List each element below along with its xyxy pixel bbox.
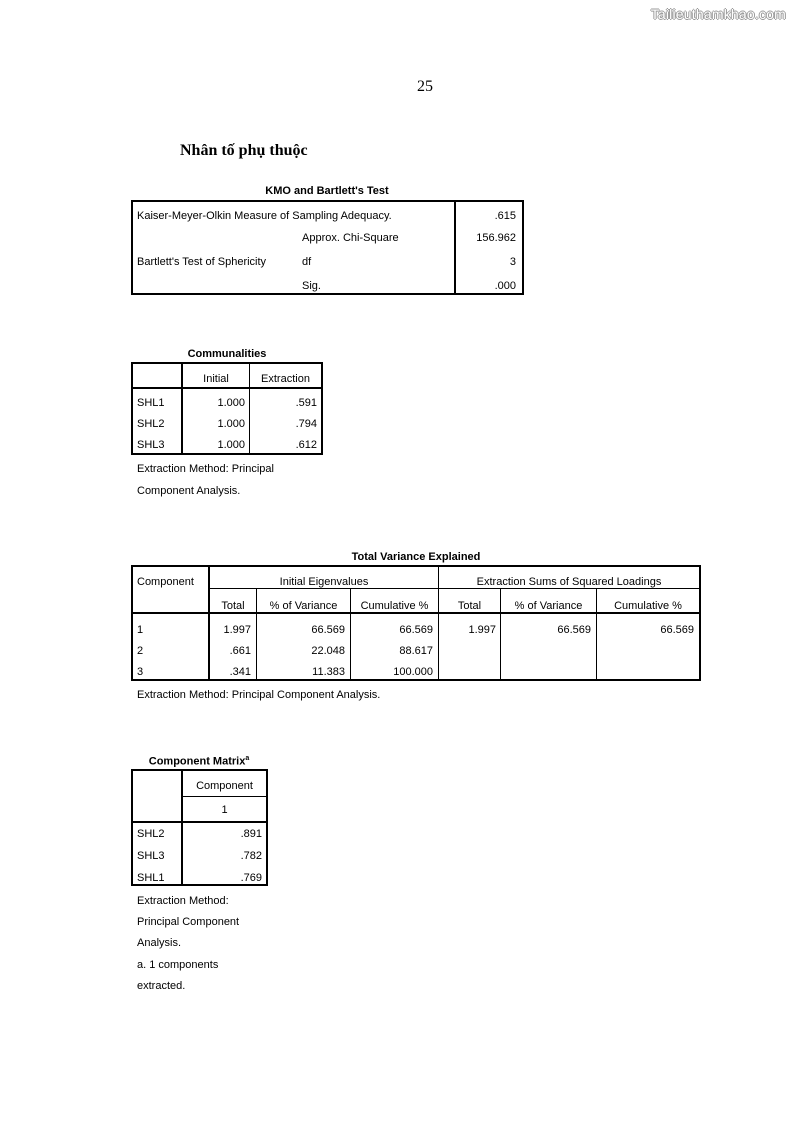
subheader: % of Variance	[514, 600, 583, 612]
header-initial-eigenvalues: Initial Eigenvalues	[279, 576, 369, 588]
bartlett-row-label: Approx. Chi-Square	[302, 232, 399, 244]
row-variable: SHL1	[137, 397, 165, 409]
subheader: Total	[457, 600, 482, 612]
row-extraction: .591	[295, 397, 317, 409]
row-value: .769	[240, 872, 262, 884]
bartlett-row-value: .000	[494, 280, 516, 292]
header-initial: Initial	[203, 373, 229, 385]
kmo-value: .615	[494, 210, 516, 222]
row-component: 2	[137, 645, 144, 657]
row-component: 3	[137, 666, 144, 678]
row-cell: 11.383	[312, 666, 345, 678]
tve-note: Extraction Method: Principal Component Analysis.	[137, 689, 381, 701]
watermark: Tailieuthamkhao.com	[650, 6, 786, 22]
communalities-title: Communalities	[187, 348, 267, 360]
row-component: 1	[137, 624, 144, 636]
row-variable: SHL1	[137, 872, 165, 884]
row-value: .891	[240, 828, 262, 840]
section-heading: Nhân tố phụ thuộc	[180, 142, 308, 159]
header-extraction-sums: Extraction Sums of Squared Loadings	[476, 576, 662, 588]
row-initial: 1.000	[217, 397, 245, 409]
kmo-title: KMO and Bartlett's Test	[265, 185, 389, 197]
row-cell: 66.569	[557, 624, 591, 636]
header-component: Component	[137, 576, 194, 588]
header-component: Component	[196, 780, 253, 792]
subheader: Total	[221, 600, 245, 612]
row-extraction: .794	[295, 418, 317, 430]
row-cell: 88.617	[399, 645, 433, 657]
cm-title	[131, 755, 267, 768]
bartlett-row-label: df	[302, 256, 312, 268]
subheader: Cumulative %	[360, 600, 429, 612]
row-cell: 66.569	[660, 624, 694, 636]
cm-title-text: Component Matrix	[148, 755, 246, 768]
bartlett-row-value: 3	[509, 256, 516, 268]
subheader-1: 1	[221, 804, 228, 816]
row-cell: 1.997	[223, 624, 251, 636]
subheader: Cumulative %	[614, 600, 682, 612]
row-variable: SHL2	[137, 828, 165, 840]
header-extraction: Extraction	[261, 373, 310, 385]
header-rule	[181, 796, 268, 797]
tve-title: Total Variance Explained	[351, 551, 481, 563]
communalities-note: Extraction Method: Principal	[137, 463, 274, 475]
bartlett-row-value: 156.962	[476, 232, 516, 244]
row-initial: 1.000	[217, 439, 245, 451]
page-number: 25	[417, 78, 433, 95]
row-cell: 100.000	[393, 666, 433, 678]
cm-note: Analysis.	[137, 937, 182, 949]
row-cell: .661	[229, 645, 251, 657]
row-cell: 66.569	[399, 624, 433, 636]
row-value: .782	[240, 850, 262, 862]
row-cell: 22.048	[311, 645, 345, 657]
row-initial: 1.000	[217, 418, 245, 430]
row-variable: SHL3	[137, 439, 165, 451]
kmo-label: Kaiser-Meyer-Olkin Measure of Sampling Adequacy.	[137, 210, 392, 222]
header-rule	[131, 821, 268, 823]
cm-note: Extraction Method:	[137, 895, 229, 907]
cm-note: extracted.	[137, 980, 186, 992]
row-variable: SHL3	[137, 850, 165, 862]
cm-note: Principal Component	[137, 916, 240, 928]
communalities-note: Component Analysis.	[137, 485, 241, 497]
row-variable: SHL2	[137, 418, 165, 430]
row-cell: .341	[229, 666, 251, 678]
row-cell: 1.997	[468, 624, 496, 636]
cm-title-footnote: a	[245, 755, 250, 762]
kmo-divider	[454, 200, 456, 295]
header-rule	[131, 387, 323, 389]
bartlett-label: Bartlett's Test of Sphericity	[137, 256, 267, 268]
subheader: % of Variance	[269, 600, 338, 612]
row-cell: 66.569	[311, 624, 345, 636]
row-extraction: .612	[295, 439, 317, 451]
cm-note: a. 1 components	[137, 959, 219, 971]
bartlett-row-label: Sig.	[302, 280, 321, 292]
